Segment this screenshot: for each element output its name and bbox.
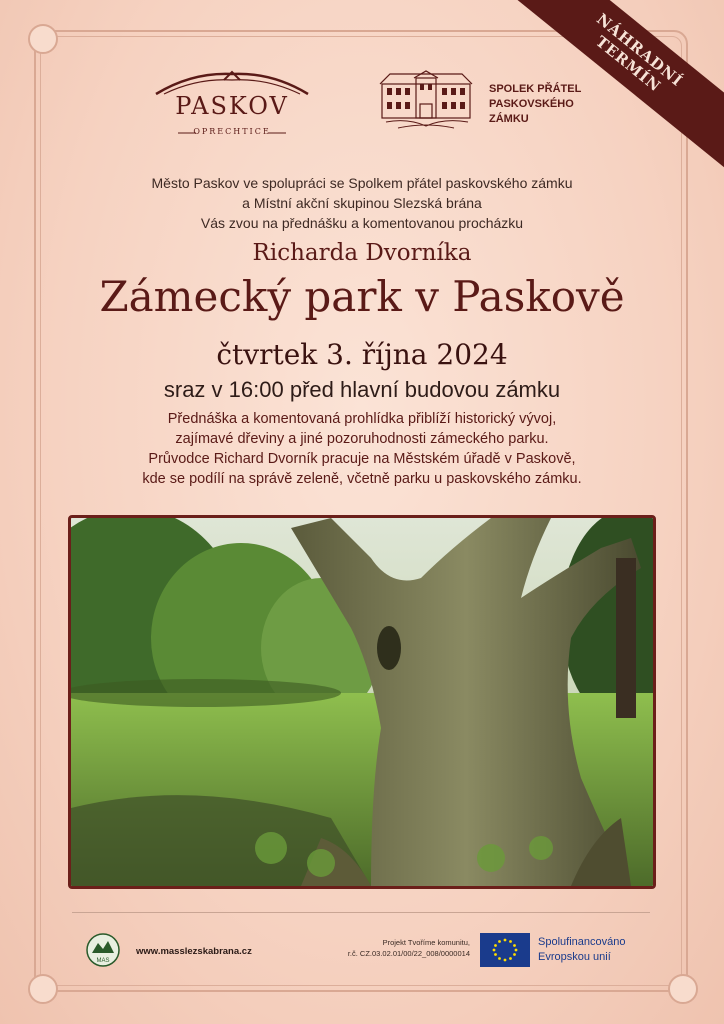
corner-ornament [668, 974, 698, 1004]
intro-line: Vás zvou na přednášku a komentovanou procházku [200, 215, 524, 231]
website-link[interactable]: www.masslezskabrana.cz [136, 946, 252, 957]
mas-logo [86, 933, 120, 967]
description-line: Průvodce Richard Dvorník pracuje na Městském úřadě v Paskově, [148, 451, 576, 467]
project-info [300, 937, 470, 959]
footer-divider [72, 912, 650, 913]
banner-text: NÁHRADNÍ TERMÍN [592, 9, 687, 96]
description-line: Přednáška a komentovaná prohlídka přiblíží historický vývoj, [167, 411, 557, 427]
corner-ornament [28, 974, 58, 1004]
event-description [60, 409, 664, 489]
paskov-logo [152, 70, 312, 140]
project-line: r.č. CZ.03.02.01/00/22_008/0000014 [347, 949, 470, 958]
speaker-name: Richarda Dvorníka [252, 240, 472, 266]
intro-line: Město Paskov ve spolupráci se Spolkem přátel paskovského zámku [151, 175, 573, 191]
meeting-info: sraz v 16:00 před hlavní budovou zámku [163, 377, 561, 402]
eu-flag-icon [480, 933, 530, 967]
mas-logo-text: MAS [96, 958, 110, 964]
intro-text [60, 173, 664, 233]
description-line: kde se podílí na správě zeleně, včetně parku u paskovského zámku. [142, 471, 582, 487]
description-line: zajímavé dřeviny a jiné pozoruhodnosti zámeckého parku. [175, 431, 549, 447]
eu-text-line: Spolufinancováno [538, 936, 626, 948]
castle-icon [378, 70, 474, 134]
paskov-logo-subtitle: OPRECHTICE [193, 127, 271, 136]
project-line: Projekt Tvoříme komunitu, [382, 938, 470, 947]
paskov-logo-name: PASKOV [175, 92, 289, 120]
society-name: SPOLEK PŘÁTEL PASKOVSKÉHO ZÁMKU [489, 83, 582, 125]
eu-text-line: Evropskou unií [538, 951, 611, 963]
tree-photo [68, 515, 656, 889]
event-title: Zámecký park v Paskově [99, 272, 625, 321]
eu-cofunding-text [538, 935, 625, 965]
corner-ornament [28, 24, 58, 54]
intro-line: a Místní akční skupinou Slezská brána [242, 195, 482, 211]
event-date: čtvrtek 3. října 2024 [216, 338, 508, 371]
